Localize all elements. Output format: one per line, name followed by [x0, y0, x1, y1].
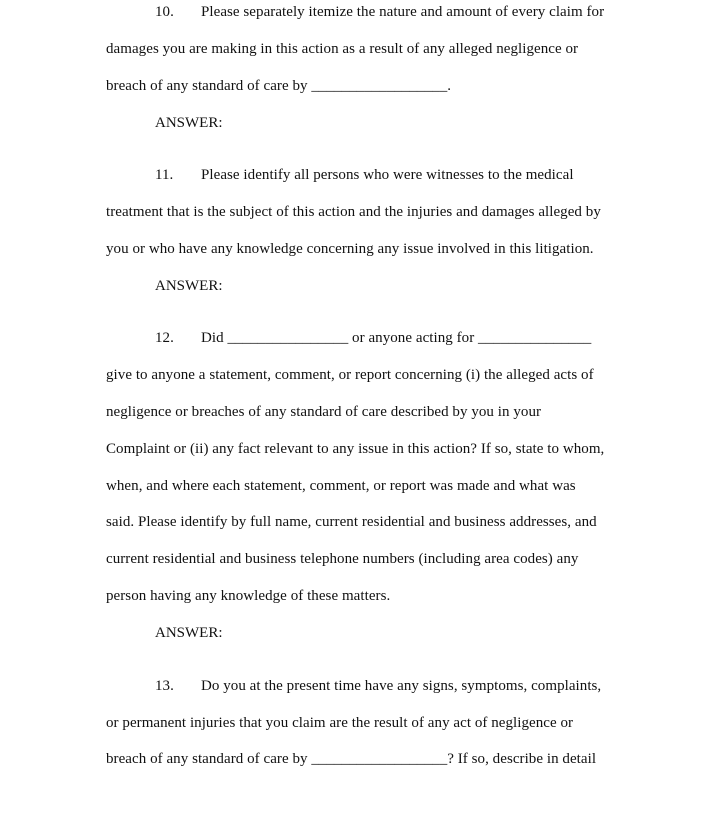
question-number: 13. [155, 678, 174, 694]
question-12-first-line [155, 328, 591, 348]
question-text: said. Please identify by full name, current residential and business addresses, and [106, 514, 597, 530]
question-text: Do you at the present time have any signs, symptoms, complaints, [201, 678, 602, 694]
question-text: Complaint or (ii) any fact relevant to any issue in this action? If so, state to whom, [106, 441, 605, 457]
question-text: person having any knowledge of these matters. [106, 588, 391, 604]
question-text: breach of any standard of care by __________________? If so, describe in detail [106, 751, 597, 767]
answer-label: ANSWER: [155, 625, 223, 641]
question-text: treatment that is the subject of this action and the injuries and damages alleged by [106, 204, 601, 220]
question-text: current residential and business telephone numbers (including area codes) any [106, 551, 579, 567]
question-text: give to anyone a statement, comment, or report concerning (i) the alleged acts of [106, 367, 594, 383]
question-text: or permanent injuries that you claim are the result of any act of negligence or [106, 715, 574, 731]
question-text: negligence or breaches of any standard of care described by you in your [106, 404, 542, 420]
question-text: Did ________________ or anyone acting for _______________ [201, 330, 592, 346]
question-text: damages you are making in this action as a result of any alleged negligence or [106, 41, 579, 57]
question-text: Please identify all persons who were witnesses to the medical [201, 167, 574, 183]
question-13-first-line [155, 676, 601, 696]
question-10-first-line [155, 2, 604, 22]
answer-label: ANSWER: [155, 115, 223, 131]
question-text: breach of any standard of care by __________________. [106, 78, 452, 94]
question-text: you or who have any knowledge concerning any issue involved in this litigation. [106, 241, 594, 257]
question-11-first-line [155, 165, 574, 185]
question-text: when, and where each statement, comment, or report was made and what was [106, 478, 576, 494]
question-number: 10. [155, 4, 174, 20]
answer-label: ANSWER: [155, 278, 223, 294]
question-number: 12. [155, 330, 174, 346]
question-number: 11. [155, 167, 174, 183]
question-text: Please separately itemize the nature and amount of every claim for [201, 4, 605, 20]
